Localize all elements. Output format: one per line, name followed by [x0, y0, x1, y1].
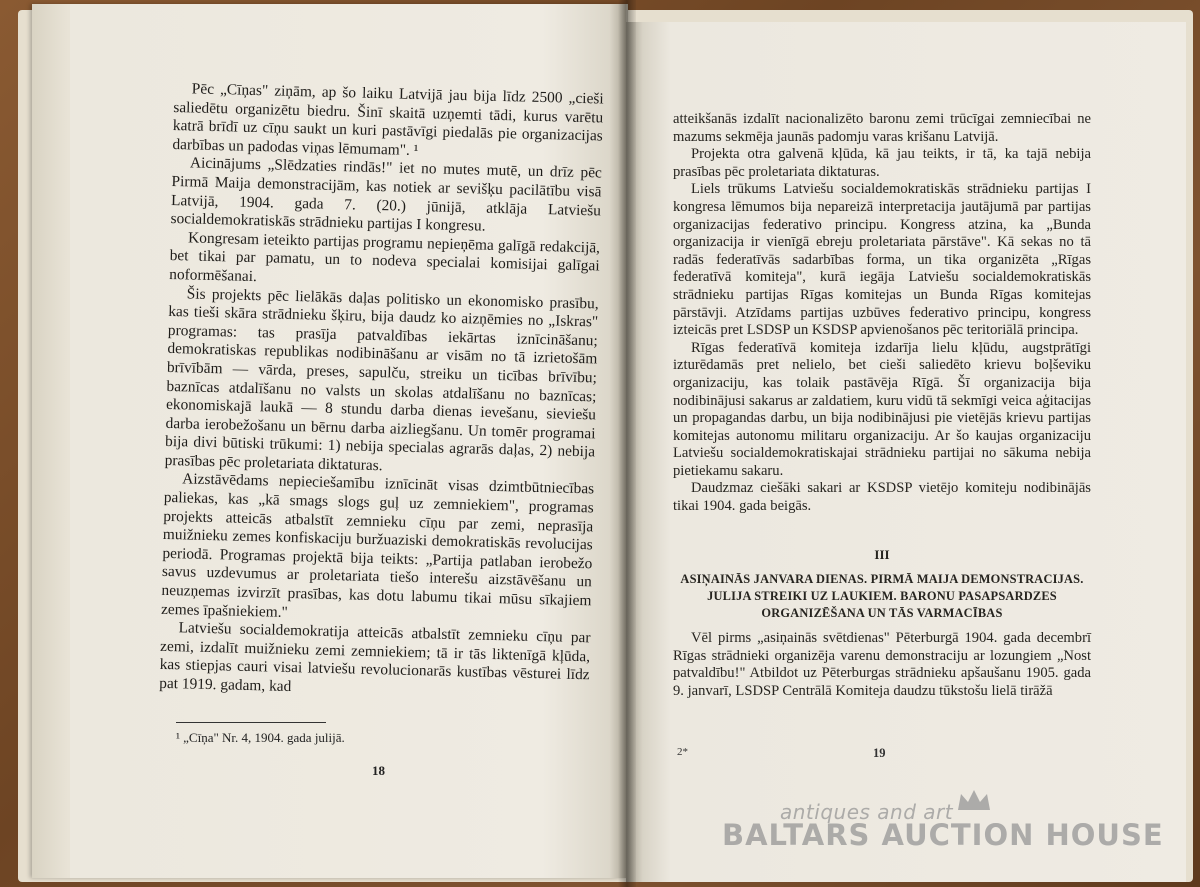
- watermark-tagline: antiques and art: [780, 800, 954, 824]
- left-page-body: [159, 80, 604, 704]
- right-paragraph: Vēl pirms „asiņainās svētdienas" Pēterburgā 1904. gada decembrī Rīgas strādnieki organizēja varenu demonstraciju ar lozungiem „Nost patvaldību!" Atbildot uz Pēterburgas strādnieku apšaušanu 1905. gada 9. janvarī, LSDSP Centrālā Komiteja daudzu tūkstošu lielā tirāžā: [673, 630, 1091, 700]
- right-paragraph: Rīgas federatīvā komiteja izdarīja lielu kļūdu, augstprātīgi izturēdamās pret nelielo, bet cieši saliedēto krievu boļševiku organizaciju, kas tolaik pastāvēja Rīgā. Šī organizacija bija nodibinājusi sakarus ar zaldatiem, kuru vidū tā sekmīgi veica aģitacijas un propagandas darbu, un bija nodibinājusi pie vietējās krievu partijas komitejas autonomu militaru organizaciju. Ar šo kaujas organizaciju Latviešu socialdemokratiskajai strādnieku partijai no sākuma nebija pietiekamu sakaru.: [673, 339, 1091, 479]
- book-gutter-shadow: [618, 0, 636, 887]
- left-paragraph: Kongresam ieteikto partijas programu nepieņēma galīgā redakcijā, bet tikai par pamatu, un to nodeva specialai komisijai galīgai noformēšanai.: [169, 229, 601, 286]
- right-paragraph: atteikšanās izdalīt nacionalizēto baronu zemi trūcīgai zemniecībai ne mazums sekmēja jaunās padomju varas krišanu Latvijā.: [673, 111, 1091, 145]
- right-page-body: [673, 111, 1091, 701]
- signature-mark: 2*: [677, 746, 688, 758]
- page-number-left: 18: [372, 763, 385, 778]
- footnote: ¹ „Cīņa" Nr. 4, 1904. gada julijā.: [176, 730, 345, 745]
- section-number: III: [874, 546, 890, 562]
- section-heading: ASIŅAINĀS JANVARA DIENAS. PIRMĀ MAIJA DEMONSTRACIJAS. JULIJA STREIKI UZ LAUKIEM. BARONU PASAPSARDZES ORGANIZĒŠANA UN TĀS VARMACĪBAS: [680, 572, 1084, 621]
- page-number-right: 19: [873, 746, 886, 760]
- left-paragraph: Latviešu socialdemokratija atteicās atbalstīt zemnieku cīņu par zemi, izdalīt muižnieku zemi zemniekiem; tā ir tās liktenīgā kļūda, kas stiepjas cauri visai latviešu revolucionarās kustības vēsturei līdz pat 1919. gadam, kad: [159, 619, 591, 696]
- left-paragraph: Aizstāvēdams nepieciešamību iznīcināt visas dzimtbūtniecības paliekas, kas „kā smags slogs guļ uz zemniekiem", programas projekts atteicās atbalstīt zemnieku cīņu par zemi, neprasīja muižnieku zemes konfiskaciju buržuaziski demokratiskās revolucijas periodā. Programas projektā bija teikts: „Partija patlaban ierobežo savus uzdevumus ar proletariata tiešo interešu aizstāvēšanu un neuzņemas izvirzīt prasības, kas dotu labumu tikai mūsu sīkajiem zemes īpašniekiem.": [160, 470, 595, 621]
- watermark: [720, 788, 1164, 868]
- right-paragraph: Projekta otra galvenā kļūda, kā jau teikts, ir tā, ka tajā nebija prasības pēc proletariata diktaturas.: [673, 146, 1091, 180]
- watermark-name: BALTARS AUCTION HOUSE: [722, 818, 1164, 852]
- right-paragraph: Daudzmaz ciešāki sakari ar KSDSP vietējo komiteju nodibinājās tikai 1904. gada beigās.: [673, 480, 1091, 515]
- left-paragraph: Šis projekts pēc lielākās daļas politisko un ekonomisko prasību, kas tieši skāra strādnieku šķiru, bija daudz ko aizņēmies no „Iskras" programas: tas prasīja patvaldības iekārtas iznīcināšanu; demokratiskas republikas nodibināšanu ar visām no tā izrietošām brīvībām — vārda, preses, sapulču, streiku un ticības brīvību; baznīcas atdalīšanu no valsts un skolas atdalīšanu no baznīcas; ekonomiskajā laukā — 8 stundu darba dienas ievešanu, sieviešu darba ierobežošanu un bērnu darba aizliegšanu. Un tomēr programai bija divi būtiski trūkumi: 1) nebija specialas agrarās daļas, 2) nebija prasības pēc proletariata diktaturas.: [164, 284, 599, 475]
- crown-icon: [956, 788, 992, 812]
- left-paragraph: Aicinājums „Slēdzaties rindās!" iet no mutes mutē, un drīz pēc Pirmā Maija demonstracijām, kas notiek ar sevišķu pacilātību visā Latvijā, 1904. gada 7. (20.) jūnijā, atklāja Latviešu socialdemokratiskās strādnieku partijas I kongresu.: [170, 154, 603, 235]
- right-paragraph: Liels trūkums Latviešu socialdemokratiskās strādnieku partijas I kongresa lēmumos bija nepareizā interpretacija jautājumā par partijas organizacijas federativo principu. Kongress atzina, ka „Bunda organizacija ir vienīgā ebreju proletariata pārstāve". Kā sekas no tā radās federatīvās sadarbības forma, un tika organizēta „Rīgas federatīvā komiteja", kurā iegāja Latviešu socialdemokratiskās strādnieku partijas Rīgas komitejas un Bunda Rīgas komitejas pārstāvji. Atzīdams partijas uzbūves federativo principu, kongress izteicās pret LSDSP un KSDSP apvienošanos pēc teritoriālā principa.: [673, 181, 1091, 339]
- footnote-divider: [176, 722, 326, 723]
- left-paragraph: Pēc „Cīņas" ziņām, ap šo laiku Latvijā jau bija līdz 2500 „cieši saliedētu organizētu biedru. Šinī skaitā uzņemti tādi, kurus varētu katrā brīdī uz cīņu saukt un kuri pastāvīgi piedalās pie organizacijas darbības un padodas viņas lēmumam". ¹: [172, 80, 604, 159]
